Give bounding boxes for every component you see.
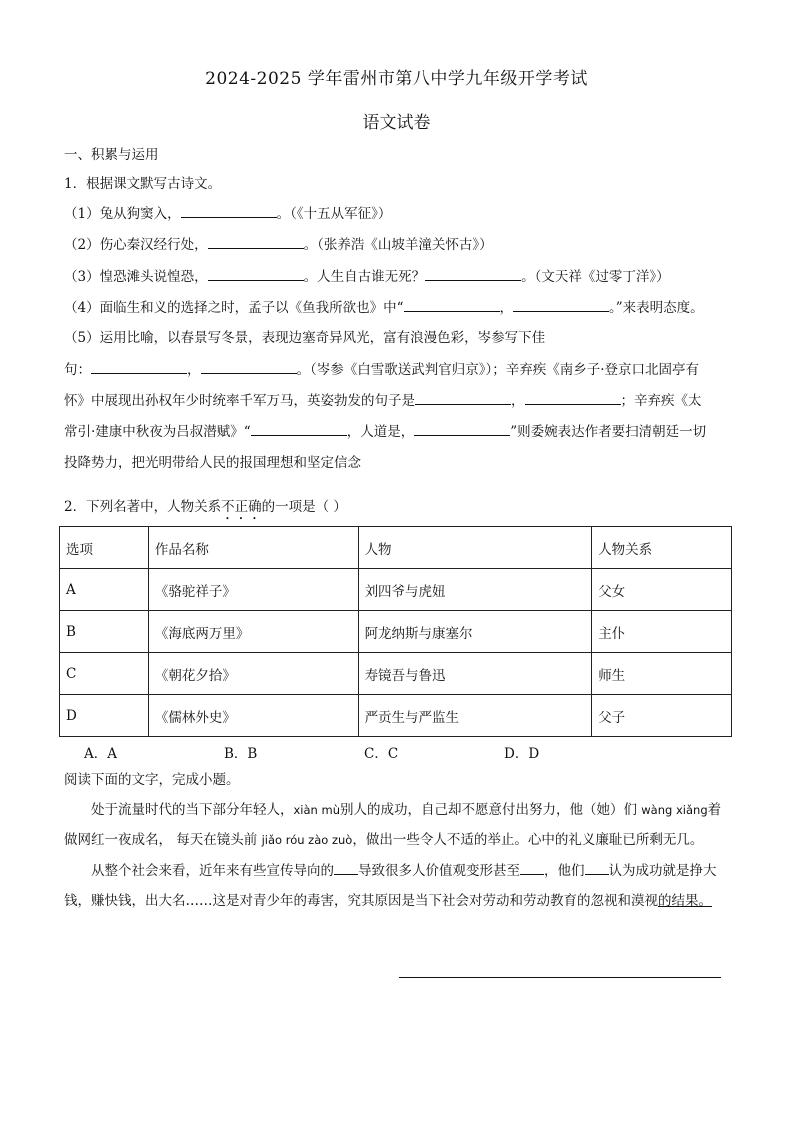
answer-blank[interactable]: [334, 860, 358, 875]
answer-blank[interactable]: [208, 266, 304, 281]
question-2-stem: [64, 495, 347, 523]
table-cell: A: [60, 569, 149, 611]
answer-blank[interactable]: [251, 421, 347, 436]
answer-blank[interactable]: [404, 297, 500, 312]
paragraph-text: ，做出一些令人不适的举止。心中的礼义廉耻已所剩无几。: [352, 832, 704, 848]
item-text: （1）兔从狗窦入，: [64, 206, 181, 222]
reading-paragraph-2: [64, 856, 734, 916]
answer-blank[interactable]: [201, 359, 297, 374]
item-text: ，: [499, 300, 513, 316]
question-1-item-5-line-3: [64, 389, 702, 409]
question-1-item-5-line-1: （5）运用比喻，以春景写冬景，表现边塞奇异风光，富有浪漫色彩，岑参写下佳: [64, 330, 546, 346]
answer-blank[interactable]: [415, 390, 511, 405]
table-cell: 阿龙纳斯与康塞尔: [358, 611, 592, 653]
table-row: [60, 695, 732, 737]
item-text: 。（张养浩《山坡羊潼关怀古》）: [303, 237, 493, 253]
answer-options: [84, 742, 644, 762]
item-text: ；辛弃疾《太: [620, 393, 702, 409]
item-text: 。（文天祥《过零丁洋》）: [521, 269, 670, 285]
question-1-item-5-line-2: [64, 358, 699, 378]
item-text: 常引·建康中秋夜为吕叔潜赋》“: [64, 424, 251, 440]
paragraph-text: 导致很多人价值观变形甚至: [358, 863, 520, 879]
item-text: 。（《十五从军征》）: [276, 206, 392, 222]
answer-blank[interactable]: [585, 860, 609, 875]
table-cell: 《海底两万里》: [148, 611, 358, 653]
paragraph-text: 处于流量时代的当下部分年轻人，: [91, 802, 294, 818]
table-cell: C: [60, 653, 149, 695]
table-cell: 父女: [592, 569, 732, 611]
item-text: （2）伤心秦汉经行处，: [64, 237, 208, 253]
page-subtitle: 语文试卷: [362, 113, 431, 133]
item-text: （3）惶恐滩头说惶恐，: [64, 269, 208, 285]
table-header-cell: 人物关系: [592, 527, 732, 569]
table-cell: 刘四爷与虎妞: [358, 569, 592, 611]
emphasis-text: 不正确: [221, 499, 262, 515]
answer-blank[interactable]: [425, 266, 521, 281]
table-header-cell: 人物: [358, 527, 592, 569]
table-header-row: [60, 527, 732, 569]
answer-blank[interactable]: [414, 421, 510, 436]
table-cell: D: [60, 695, 149, 737]
paragraph-text: ，他们: [544, 863, 585, 879]
page-title: 2024-2025 学年雷州市第八中学九年级开学考试: [205, 69, 588, 89]
question-1-item-3: [64, 265, 670, 285]
reading-intro: 阅读下面的文字，完成小题。: [64, 772, 240, 788]
table-cell: 寿镜吾与鲁迅: [358, 653, 592, 695]
answer-blank[interactable]: [513, 297, 609, 312]
paragraph-text: 从整个社会来看，近年来有些宣传导向的: [91, 863, 334, 879]
table-cell: 主仆: [592, 611, 732, 653]
item-text: 。人生自古谁无死？: [303, 269, 426, 285]
question-1-item-4: [64, 296, 704, 316]
table-cell: 师生: [592, 653, 732, 695]
answer-blank[interactable]: [91, 359, 187, 374]
item-text: ”则委婉表达作者要扫清朝廷一切: [510, 424, 707, 440]
table-row: [60, 569, 732, 611]
item-text: （4）面临生和义的选择之时，孟子以《鱼我所欲也》中“: [64, 300, 404, 316]
question-1-item-2: [64, 233, 493, 253]
item-text: 句：: [64, 362, 91, 378]
option-a[interactable]: A．A: [84, 746, 117, 762]
table-cell: 《朝花夕拾》: [148, 653, 358, 695]
reading-paragraph-1: [64, 795, 734, 855]
stem-text: 2．下列名著中，人物关系: [64, 499, 222, 515]
table-row: [60, 653, 732, 695]
section-heading: 一、积累与运用: [64, 147, 159, 163]
item-text: ，: [187, 362, 201, 378]
option-d[interactable]: D．D: [504, 746, 540, 762]
table-header-cell: 作品名称: [148, 527, 358, 569]
underlined-text: 的结果。: [658, 893, 712, 909]
answer-blank[interactable]: [525, 390, 621, 405]
pinyin-text: xiàn mù: [293, 803, 340, 817]
question-1-stem: 1．根据课文默写古诗文。: [64, 176, 222, 192]
item-text: ，: [511, 393, 525, 409]
paragraph-text: 认为成功就: [608, 863, 676, 879]
item-text: 。”来表明态度。: [609, 300, 704, 316]
paragraph-text: 别人的成功，自己却不愿意付出努力，他（她）们: [339, 802, 637, 818]
table-header-cell: 选项: [60, 527, 149, 569]
question-1-item-5-line-4: [64, 420, 706, 440]
table-row: [60, 611, 732, 653]
table-cell: 《骆驼祥子》: [148, 569, 358, 611]
answer-blank[interactable]: [208, 234, 304, 249]
stem-text: 的一项是（ ）: [261, 499, 347, 515]
answer-line[interactable]: [399, 977, 721, 978]
paragraph-text: 着做网红一夜成名， 每天在镜头前: [64, 802, 722, 848]
character-relation-table: [59, 526, 732, 737]
table-cell: 《儒林外史》: [148, 695, 358, 737]
item-text: 。（岑参《白雪歌送武判官归京》）；辛弃疾《南乡子·登京口北固亭有: [296, 362, 700, 378]
question-1-item-1: [64, 202, 391, 222]
answer-blank[interactable]: [520, 860, 544, 875]
item-text: 怀》中展现出孙权年少时统率千军万马，英姿勃发的句子是: [64, 393, 415, 409]
pinyin-text: jiǎo róu zào zuò: [261, 833, 353, 847]
pinyin-text: wàng xiǎng: [641, 803, 708, 817]
option-b[interactable]: B．B: [224, 746, 258, 762]
paragraph-text: 是挣大钱，赚快钱，出大名……这是对青少年的毒害，究其原因是当下社会对劳动和劳动教育的忽视和漠视: [64, 863, 717, 909]
question-1-item-5-line-5: 投降势力，把光明带给人民的报国理想和坚定信念: [64, 455, 361, 471]
item-text: ，人道是，: [346, 424, 415, 440]
answer-blank[interactable]: [181, 203, 277, 218]
option-c[interactable]: C．C: [364, 746, 399, 762]
table-cell: 父子: [592, 695, 732, 737]
table-cell: 严贡生与严监生: [358, 695, 592, 737]
table-cell: B: [60, 611, 149, 653]
